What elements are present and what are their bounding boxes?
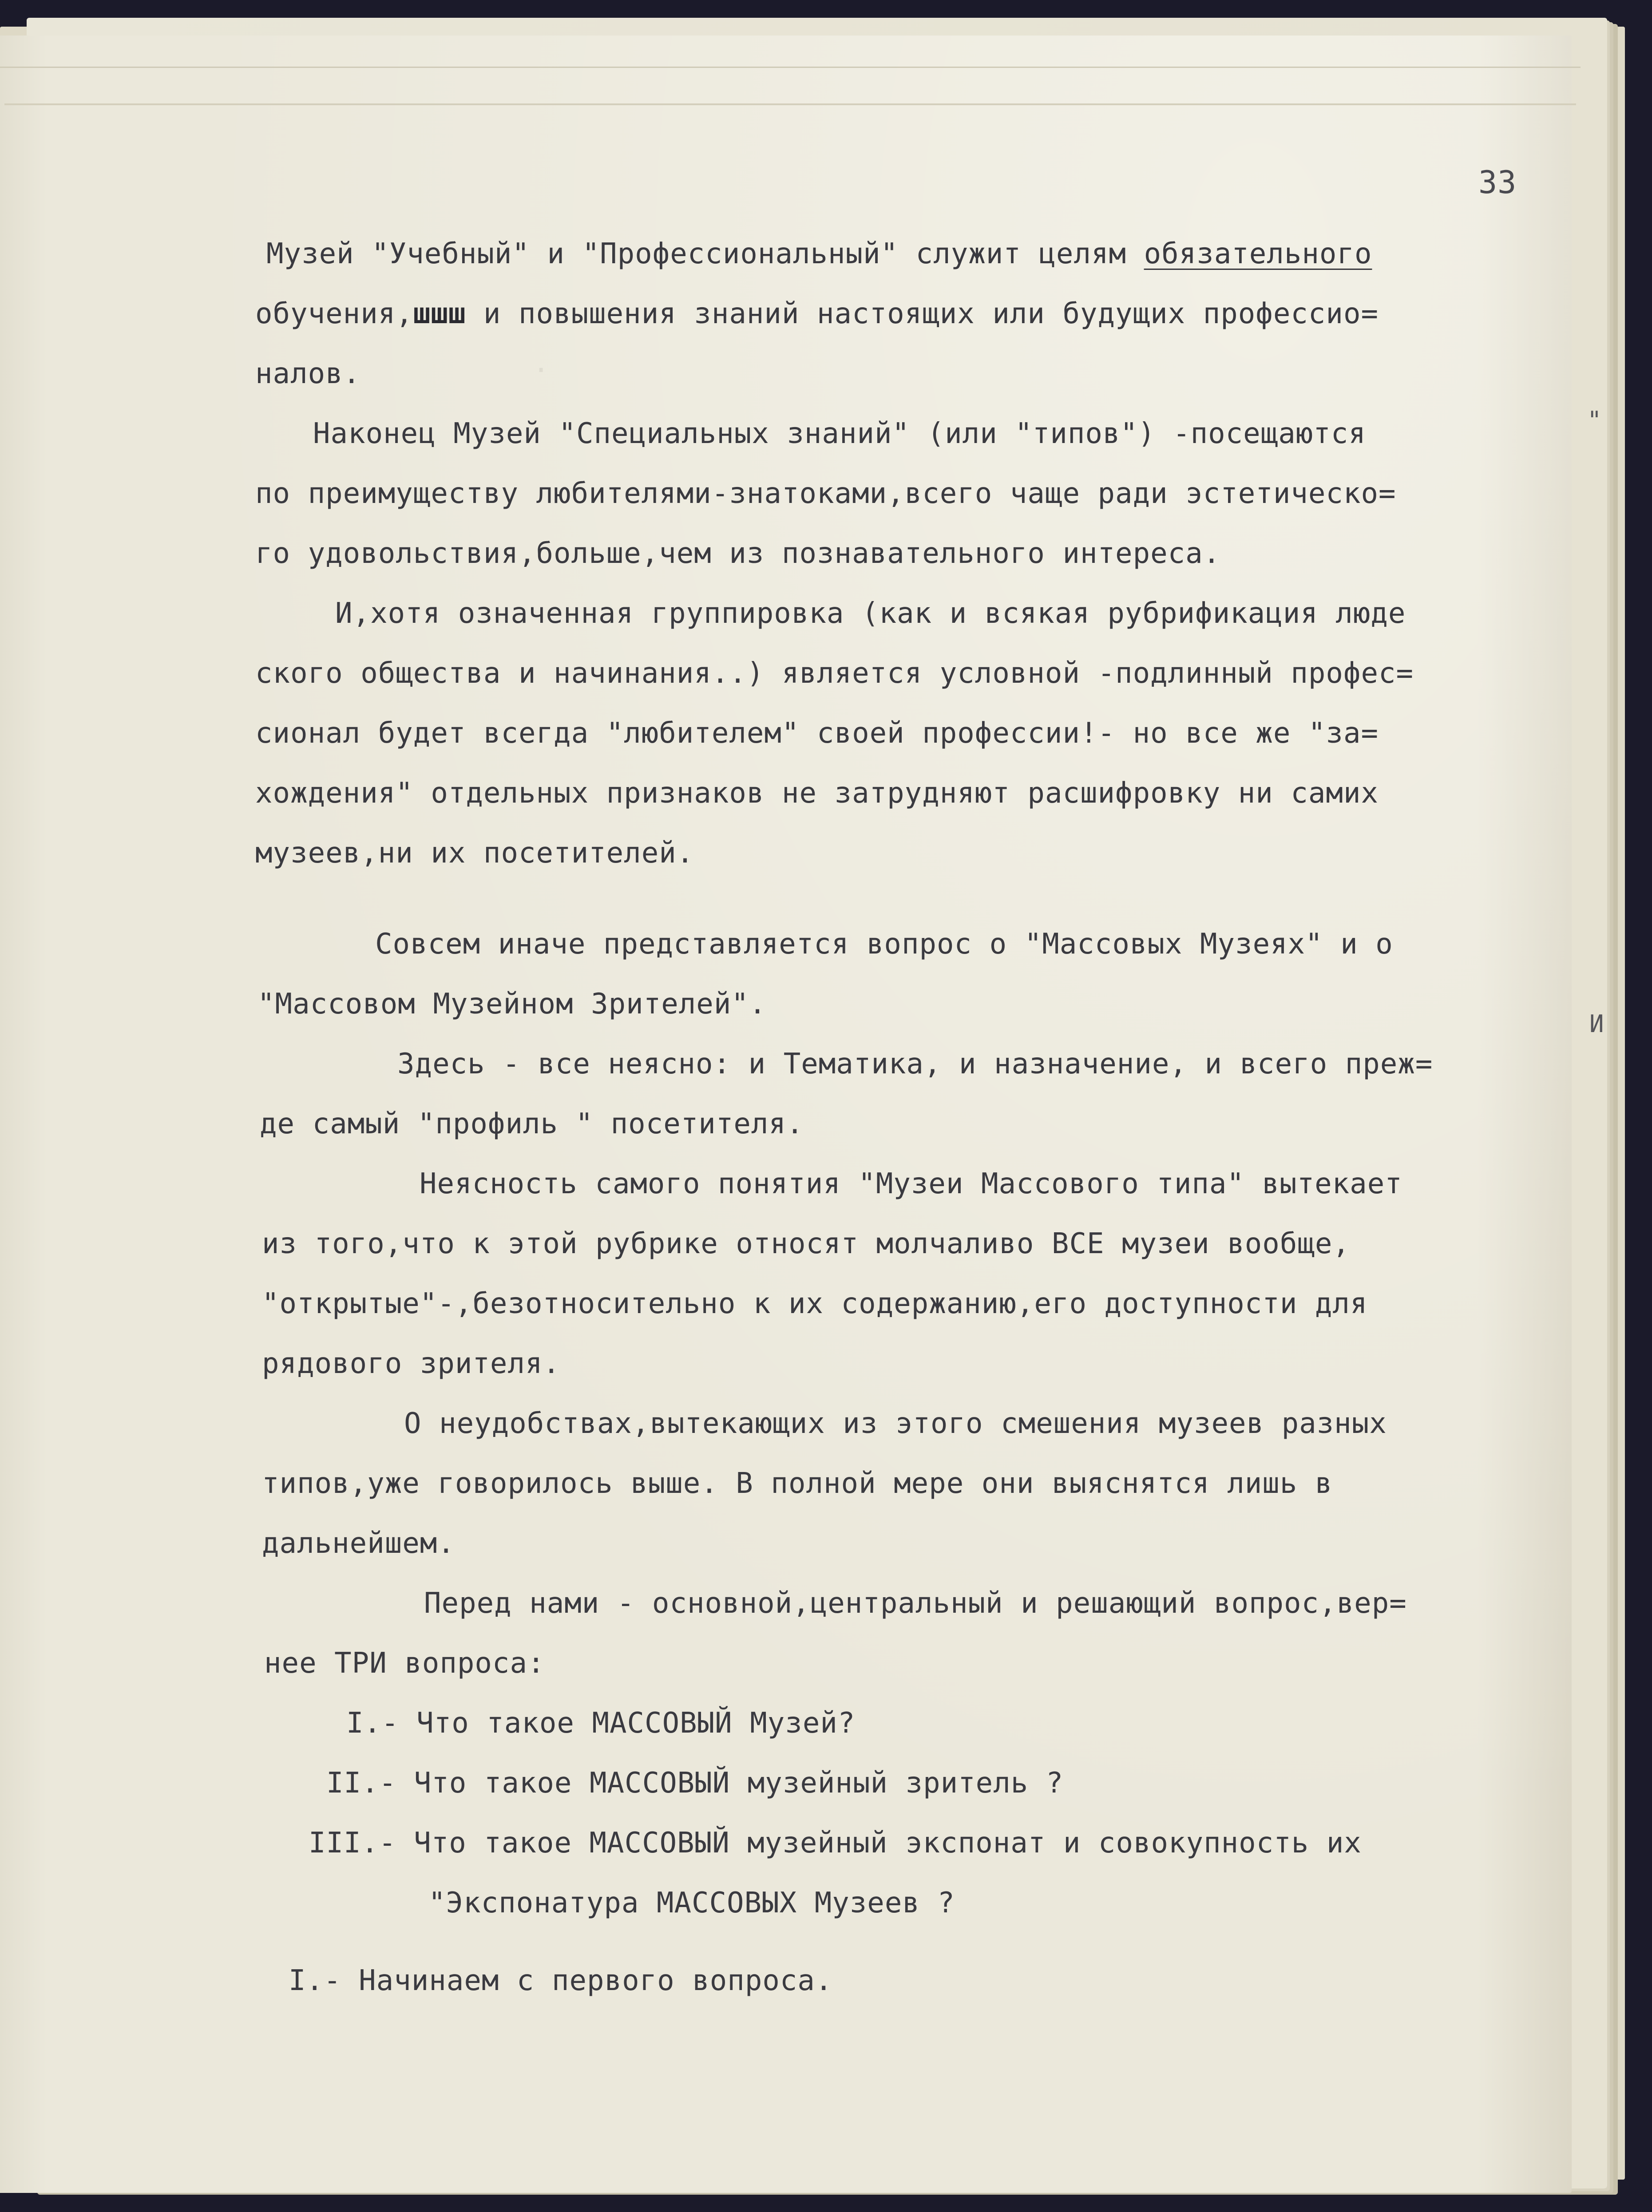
- text-line-22: дальнейшем.: [262, 1527, 455, 1560]
- text-line-2-start: обучения,: [255, 297, 413, 330]
- text-line-3: налов.: [255, 357, 361, 390]
- text-line-1: [266, 237, 1372, 270]
- typewritten-page: [0, 36, 1604, 2193]
- text-line-6: го удовольствия,больше,чем из познавательного интереса.: [255, 537, 1221, 570]
- page-number: 33: [1478, 164, 1517, 201]
- text-line-29: I.- Начинаем с первого вопроса.: [289, 1964, 833, 1997]
- text-line-10: хождения" отдельных признаков не затрудняют расшифровку ни самих: [255, 777, 1379, 810]
- text-line-24: нее ТРИ вопроса:: [264, 1647, 545, 1680]
- text-line-17: из того,что к этой рубрике относят молчаливо ВСЕ музеи вообще,: [262, 1227, 1350, 1260]
- text-line-8: ского общества и начинания..) является условной -подлинный профес=: [255, 657, 1414, 690]
- text-line-23: Перед нами - основной,центральный и решающий вопрос,вер=: [424, 1587, 1407, 1620]
- text-line-19: рядового зрителя.: [262, 1347, 561, 1380]
- text-line-16: Неясность самого понятия "Музеи Массового типа" вытекает: [420, 1167, 1402, 1200]
- text-line-14: Здесь - все неясно: и Тематика, и назначение, и всего преж=: [397, 1048, 1433, 1080]
- text-line-2-end: и повышения знаний настоящих или будущих профессио=: [466, 297, 1379, 330]
- text-line-13: "Массовом Музейном Зрителей".: [258, 988, 767, 1021]
- text-line-18: "открытые"-,безотносительно к их содержанию,его доступности для: [262, 1287, 1368, 1320]
- margin-letter-mark: И: [1589, 1010, 1604, 1038]
- text-line-21: типов,уже говорилось выше. В полной мере они выяснятся лишь в: [262, 1467, 1333, 1500]
- text-line-26: II.- Что такое МАССОВЫЙ музейный зритель ?: [326, 1767, 1064, 1800]
- text-line-9: сионал будет всегда "любителем" своей профессии!- но все же "за=: [255, 717, 1379, 750]
- bleed-through: .: [533, 346, 550, 379]
- text-line-15: де самый "профиль " посетителя.: [260, 1108, 804, 1140]
- text-line-4: Наконец Музей "Специальных знаний" (или "типов") -посещаются: [313, 417, 1366, 450]
- page-edge-lines: [0, 67, 1581, 103]
- text-line-5: по преимуществу любителями-знатоками,всего чаще ради эстетическо=: [255, 477, 1396, 510]
- text-line-7: И,хотя означенная группировка (как и всякая рубрификация люде: [335, 597, 1406, 630]
- text-line-1-main: Музей "Учебный" и "Профессиональный" служит целям: [266, 237, 1144, 270]
- text-line-28: "Экспонатура МАССОВЫХ Музеев ?: [428, 1887, 955, 1919]
- text-line-25: I.- Что такое МАССОВЫЙ Музей?: [346, 1707, 856, 1740]
- text-line-12: Совсем иначе представляется вопрос о "Массовых Музеях" и о: [375, 928, 1393, 961]
- margin-quote-mark: ": [1587, 406, 1602, 434]
- text-line-11: музеев,ни их посетителей.: [255, 837, 694, 870]
- struck-out-text: шшш: [413, 297, 466, 330]
- text-line-20: О неудобствах,вытекающих из этого смешения музеев разных: [404, 1407, 1387, 1440]
- underlined-word: обязательного: [1144, 237, 1372, 270]
- text-line-27: III.- Что такое МАССОВЫЙ музейный экспонат и совокупность их: [309, 1827, 1362, 1860]
- text-line-2: [255, 297, 1379, 330]
